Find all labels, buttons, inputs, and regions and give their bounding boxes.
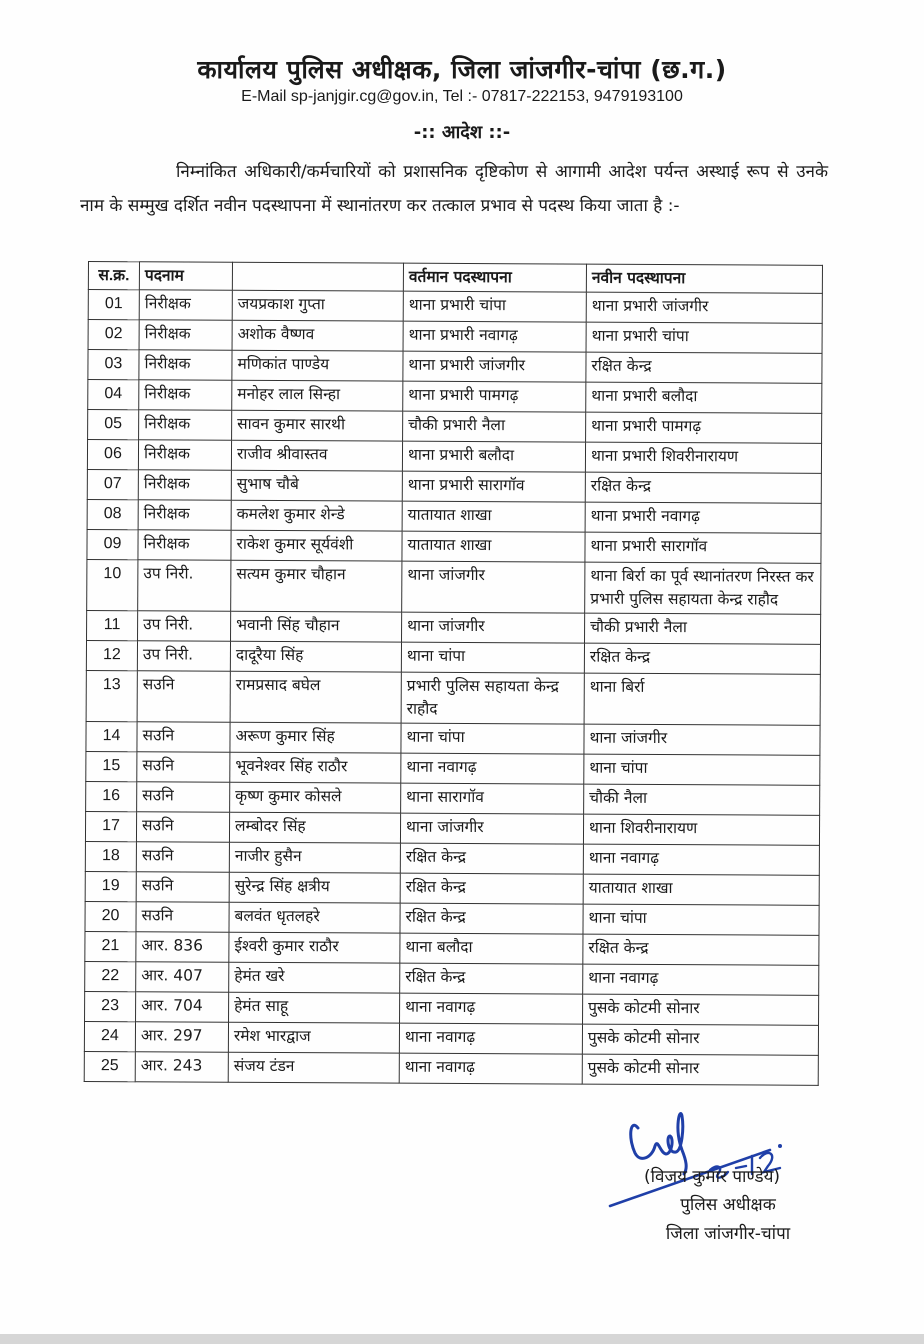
cell-serial: 15 bbox=[86, 751, 137, 781]
header-serial: स.क्र. bbox=[88, 262, 139, 290]
cell-serial: 01 bbox=[88, 290, 139, 320]
cell-new-posting: रक्षित केन्द्र bbox=[584, 643, 820, 674]
order-heading: -:: आदेश ::- bbox=[413, 122, 511, 143]
cell-rank: उप निरी. bbox=[138, 611, 231, 641]
cell-new-posting: थाना प्रभारी पामगढ़ bbox=[586, 412, 822, 443]
table-row bbox=[86, 670, 820, 725]
cell-current-posting: थाना प्रभारी पामगढ़ bbox=[403, 381, 586, 412]
cell-serial: 02 bbox=[88, 320, 139, 350]
cell-current-posting: रक्षित केन्द्र bbox=[400, 873, 583, 904]
cell-name: सत्यम कुमार चौहान bbox=[231, 560, 402, 612]
cell-new-posting: थाना नवागढ़ bbox=[583, 964, 819, 995]
cell-serial: 07 bbox=[87, 469, 138, 499]
table-row bbox=[88, 320, 822, 354]
cell-new-posting: रक्षित केन्द्र bbox=[586, 352, 822, 383]
cell-new-posting: थाना चांपा bbox=[583, 904, 819, 935]
cell-new-posting: चौकी नैला bbox=[584, 784, 820, 815]
cell-new-posting: थाना बिर्रा bbox=[584, 673, 820, 725]
table-row bbox=[85, 901, 819, 935]
cell-serial: 17 bbox=[85, 811, 136, 841]
cell-new-posting: रक्षित केन्द्र bbox=[585, 472, 821, 503]
cell-name: हेमंत साहू bbox=[229, 992, 400, 1023]
cell-rank: सउनि bbox=[136, 872, 229, 902]
cell-rank: निरीक्षक bbox=[139, 290, 232, 320]
table-row bbox=[87, 559, 821, 614]
cell-rank: आर. 243 bbox=[135, 1052, 228, 1082]
table-row bbox=[86, 781, 820, 815]
cell-rank: सउनि bbox=[137, 782, 230, 812]
cell-rank: आर. 704 bbox=[136, 992, 229, 1022]
cell-new-posting: थाना शिवरीनारायण bbox=[583, 814, 819, 845]
cell-serial: 04 bbox=[88, 380, 139, 410]
cell-name: जयप्रकाश गुप्ता bbox=[232, 290, 403, 321]
cell-name: नाजीर हुसैन bbox=[229, 842, 400, 873]
cell-name: सावन कुमार सारथी bbox=[232, 410, 403, 441]
cell-serial: 11 bbox=[87, 610, 138, 640]
cell-name: मनोहर लाल सिन्हा bbox=[232, 380, 403, 411]
table-row bbox=[86, 721, 820, 755]
cell-new-posting: चौकी प्रभारी नैला bbox=[585, 613, 821, 644]
cell-rank: निरीक्षक bbox=[138, 500, 231, 530]
cell-current-posting: रक्षित केन्द्र bbox=[400, 963, 583, 994]
table-row bbox=[85, 871, 819, 905]
cell-current-posting: प्रभारी पुलिस सहायता केन्द्र राहौद bbox=[401, 672, 584, 724]
header-current-posting: वर्तमान पदस्थापना bbox=[403, 263, 586, 292]
cell-new-posting: थाना बिर्रा का पूर्व स्थानांतरण निरस्त कर प्रभारी पुलिस सहायता केन्द्र राहौद bbox=[585, 562, 821, 614]
cell-new-posting: थाना प्रभारी जांजगीर bbox=[586, 292, 822, 323]
cell-serial: 16 bbox=[86, 781, 137, 811]
cell-current-posting: थाना नवागढ़ bbox=[400, 993, 583, 1024]
signatory-designation: पुलिस अधीक्षक bbox=[680, 1195, 776, 1215]
cell-rank: सउनि bbox=[137, 671, 230, 722]
cell-name: ईश्वरी कुमार राठौर bbox=[229, 932, 400, 963]
table-row bbox=[87, 469, 821, 503]
cell-name: रमेश भारद्वाज bbox=[228, 1022, 399, 1053]
table-row bbox=[86, 751, 820, 785]
cell-name: भवानी सिंह चौहान bbox=[231, 611, 402, 642]
intro-text: निम्नांकित अधिकारी/कर्मचारियों को प्रशासनिक दृष्टिकोण से आगामी आदेश पर्यन्त अस्थाई रूप से उनके नाम के सम्मुख दर्शित नवीन पदस्थापना में स्थानांतरण कर तत्काल प्रभाव से पदस्थ किया जाता है :- bbox=[80, 162, 828, 216]
cell-serial: 13 bbox=[86, 670, 137, 721]
table-row bbox=[87, 440, 821, 474]
cell-current-posting: थाना प्रभारी चांपा bbox=[403, 291, 586, 322]
table-row bbox=[84, 1051, 818, 1085]
cell-new-posting: थाना प्रभारी शिवरीनारायण bbox=[585, 442, 821, 473]
cell-serial: 10 bbox=[87, 559, 138, 610]
cell-current-posting: थाना नवागढ़ bbox=[399, 1023, 582, 1054]
cell-new-posting: थाना प्रभारी नवागढ़ bbox=[585, 502, 821, 533]
cell-rank: उप निरी. bbox=[137, 641, 230, 671]
cell-name: सुभाष चौबे bbox=[231, 470, 402, 501]
cell-new-posting: थाना प्रभारी बलौदा bbox=[586, 382, 822, 413]
table-row bbox=[88, 290, 822, 324]
cell-new-posting: थाना प्रभारी चांपा bbox=[586, 322, 822, 353]
cell-current-posting: थाना सारागॉव bbox=[401, 783, 584, 814]
cell-name: दादूरैया सिंह bbox=[230, 641, 401, 672]
cell-rank: सउनि bbox=[136, 842, 229, 872]
transfer-table bbox=[84, 261, 823, 1086]
contact-line: E-Mail sp-janjgir.cg@gov.in, Tel :- 07817-222153, 9479193100 bbox=[241, 88, 683, 105]
intro-paragraph bbox=[80, 155, 828, 223]
header-name bbox=[232, 262, 403, 291]
cell-serial: 18 bbox=[85, 841, 136, 871]
cell-new-posting: थाना प्रभारी सारागॉव bbox=[585, 532, 821, 563]
cell-new-posting: पुसके कोटमी सोनार bbox=[583, 994, 819, 1025]
cell-current-posting: थाना प्रभारी जांजगीर bbox=[403, 351, 586, 382]
cell-rank: निरीक्षक bbox=[139, 410, 232, 440]
cell-serial: 08 bbox=[87, 499, 138, 529]
cell-current-posting: थाना जांजगीर bbox=[402, 612, 585, 643]
cell-new-posting: थाना चांपा bbox=[584, 754, 820, 785]
cell-name: हेमंत खरे bbox=[229, 962, 400, 993]
cell-current-posting: थाना जांजगीर bbox=[400, 813, 583, 844]
table-row bbox=[88, 410, 822, 444]
cell-rank: सउनि bbox=[136, 812, 229, 842]
table-row bbox=[85, 931, 819, 965]
cell-name: भूवनेश्वर सिंह राठौर bbox=[230, 752, 401, 783]
cell-current-posting: थाना बलौदा bbox=[400, 933, 583, 964]
cell-new-posting: पुसके कोटमी सोनार bbox=[582, 1024, 818, 1055]
cell-rank: निरीक्षक bbox=[138, 440, 231, 470]
cell-serial: 19 bbox=[85, 871, 136, 901]
cell-current-posting: चौकी प्रभारी नैला bbox=[403, 411, 586, 442]
cell-rank: निरीक्षक bbox=[139, 350, 232, 380]
cell-new-posting: रक्षित केन्द्र bbox=[583, 934, 819, 965]
cell-rank: निरीक्षक bbox=[139, 320, 232, 350]
bottom-edge-band bbox=[0, 1334, 924, 1344]
cell-rank: निरीक्षक bbox=[138, 470, 231, 500]
cell-current-posting: थाना प्रभारी बलौदा bbox=[402, 441, 585, 472]
cell-rank: आर. 297 bbox=[135, 1022, 228, 1052]
table-row bbox=[88, 350, 822, 384]
cell-rank: आर. 407 bbox=[136, 962, 229, 992]
cell-serial: 12 bbox=[86, 640, 137, 670]
cell-current-posting: थाना जांजगीर bbox=[402, 561, 585, 613]
cell-name: रामप्रसाद बघेल bbox=[230, 671, 401, 723]
cell-current-posting: यातायात शाखा bbox=[402, 531, 585, 562]
cell-new-posting: थाना नवागढ़ bbox=[583, 844, 819, 875]
cell-serial: 05 bbox=[88, 410, 139, 440]
cell-serial: 20 bbox=[85, 901, 136, 931]
cell-rank: सउनि bbox=[136, 902, 229, 932]
cell-serial: 06 bbox=[87, 440, 138, 470]
cell-current-posting: यातायात शाखा bbox=[402, 501, 585, 532]
cell-rank: सउनि bbox=[137, 722, 230, 752]
cell-name: राकेश कुमार सूर्यवंशी bbox=[231, 530, 402, 561]
cell-name: अरूण कुमार सिंह bbox=[230, 722, 401, 753]
cell-current-posting: थाना चांपा bbox=[401, 723, 584, 754]
table-row bbox=[85, 811, 819, 845]
header-new-posting: नवीन पदस्थापना bbox=[586, 264, 822, 293]
table-row bbox=[85, 841, 819, 875]
cell-serial: 21 bbox=[85, 931, 136, 961]
cell-new-posting: यातायात शाखा bbox=[583, 874, 819, 905]
cell-name: सुरेन्द्र सिंह क्षत्रीय bbox=[229, 872, 400, 903]
cell-serial: 09 bbox=[87, 529, 138, 559]
cell-rank: आर. 836 bbox=[136, 932, 229, 962]
cell-new-posting: पुसके कोटमी सोनार bbox=[582, 1054, 818, 1085]
cell-name: बलवंत धृतलहरे bbox=[229, 902, 400, 933]
cell-name: संजय टंडन bbox=[228, 1052, 399, 1083]
cell-name: अशोक वैष्णव bbox=[232, 320, 403, 351]
table-row bbox=[85, 961, 819, 995]
cell-serial: 24 bbox=[84, 1021, 135, 1051]
cell-rank: निरीक्षक bbox=[138, 530, 231, 560]
signature-block bbox=[600, 1108, 815, 1258]
cell-name: राजीव श्रीवास्तव bbox=[231, 440, 402, 471]
table-header-row bbox=[88, 262, 822, 294]
cell-rank: निरीक्षक bbox=[139, 380, 232, 410]
table-row bbox=[87, 610, 821, 644]
table-row bbox=[87, 529, 821, 563]
office-title: कार्यालय पुलिस अधीक्षक, जिला जांजगीर-चांपा (छ.ग.) bbox=[197, 55, 727, 84]
table-row bbox=[84, 1021, 818, 1055]
cell-serial: 14 bbox=[86, 721, 137, 751]
table-row bbox=[85, 991, 819, 1025]
cell-current-posting: थाना चांपा bbox=[401, 642, 584, 673]
table-row bbox=[86, 640, 820, 674]
cell-current-posting: थाना नवागढ़ bbox=[401, 753, 584, 784]
cell-name: लम्बोदर सिंह bbox=[229, 812, 400, 843]
table-row bbox=[87, 499, 821, 533]
cell-rank: उप निरी. bbox=[138, 560, 231, 611]
signatory-name: (विजय कुमार पाण्डेय) bbox=[644, 1167, 781, 1187]
cell-current-posting: थाना नवागढ़ bbox=[399, 1053, 582, 1084]
cell-name: कमलेश कुमार शेन्डे bbox=[231, 500, 402, 531]
cell-name: कृष्ण कुमार कोसले bbox=[230, 782, 401, 813]
cell-serial: 25 bbox=[84, 1051, 135, 1081]
table-row bbox=[88, 380, 822, 414]
cell-current-posting: रक्षित केन्द्र bbox=[400, 903, 583, 934]
cell-current-posting: थाना प्रभारी नवागढ़ bbox=[403, 321, 586, 352]
cell-current-posting: थाना प्रभारी सारागॉव bbox=[402, 471, 585, 502]
cell-current-posting: रक्षित केन्द्र bbox=[400, 843, 583, 874]
cell-serial: 22 bbox=[85, 961, 136, 991]
cell-serial: 03 bbox=[88, 350, 139, 380]
header-rank: पदनाम bbox=[139, 262, 232, 290]
signatory-district: जिला जांजगीर-चांपा bbox=[665, 1224, 791, 1244]
cell-name: मणिकांत पाण्डेय bbox=[232, 350, 403, 381]
cell-new-posting: थाना जांजगीर bbox=[584, 724, 820, 755]
cell-serial: 23 bbox=[85, 991, 136, 1021]
cell-rank: सउनि bbox=[137, 752, 230, 782]
